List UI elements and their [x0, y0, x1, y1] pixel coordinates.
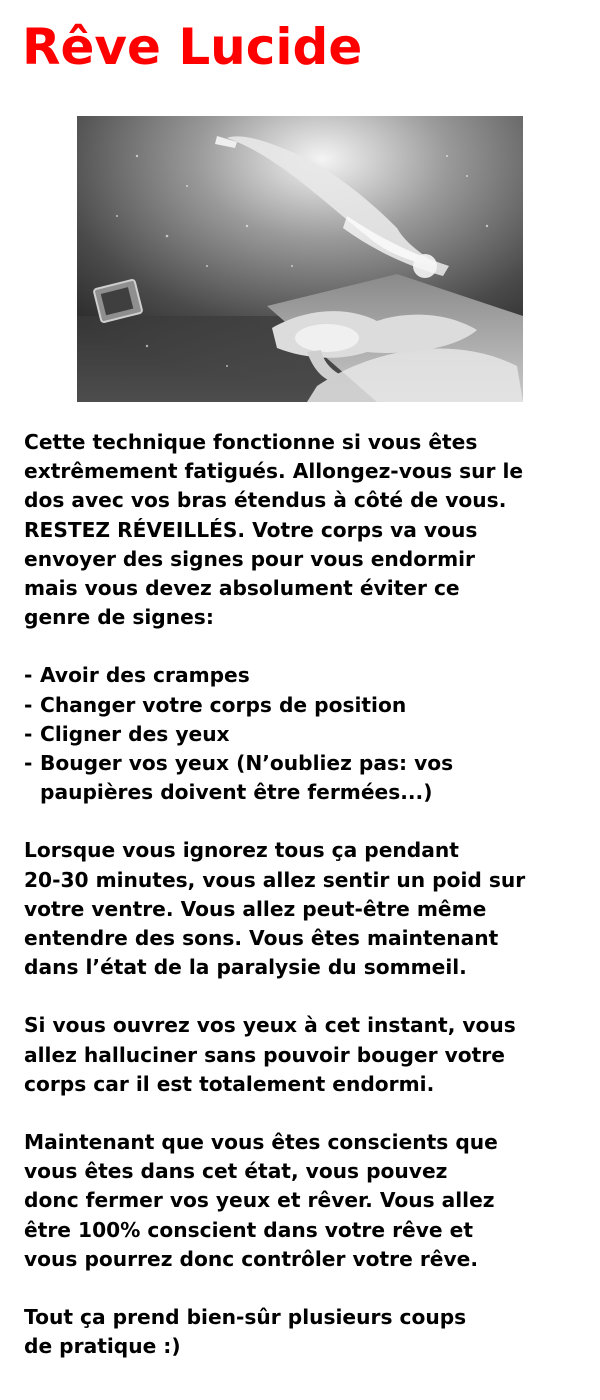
text-line: vous êtes dans cet état, vous pouvez: [24, 1159, 448, 1184]
signs-list: [24, 661, 596, 807]
text-line: allez halluciner sans pouvoir bouger votre: [24, 1042, 505, 1067]
text-line: être 100% conscient dans votre rêve et: [24, 1217, 473, 1242]
text-line: Tout ça prend bien-sûr plusieurs coups: [24, 1305, 467, 1330]
list-item: [24, 720, 596, 749]
paragraph-practice: [24, 1303, 596, 1361]
list-item: [24, 749, 596, 807]
text-line: Lorsque vous ignorez tous ça pendant: [24, 838, 459, 863]
text-line: envoyer des signes pour vous endormir: [24, 546, 475, 571]
text-line: Maintenant que vous êtes conscients que: [24, 1130, 498, 1155]
list-item-text: Bouger vos yeux (N’oubliez pas: vos: [40, 751, 454, 776]
list-item-text: Changer votre corps de position: [40, 692, 407, 717]
text-line: donc fermer vos yeux et rêver. Vous allez: [24, 1188, 495, 1213]
text-line: 20-30 minutes, vous allez sentir un poid sur: [24, 867, 526, 892]
paragraph-conscious: [24, 1128, 596, 1274]
paragraph-hallucinate: [24, 1011, 596, 1099]
list-dash: -: [24, 721, 33, 746]
text-line: de pratique :): [24, 1334, 181, 1359]
text-line: genre de signes:: [24, 605, 214, 630]
text-line: mais vous devez absolument éviter ce: [24, 576, 460, 601]
list-item: [24, 691, 596, 720]
list-item-text: Cligner des yeux: [40, 721, 230, 746]
text-line: Cette technique fonctionne si vous êtes: [24, 430, 478, 454]
paragraph-paralysis: [24, 836, 596, 982]
list-dash: -: [24, 692, 33, 717]
article-body: [24, 428, 596, 1390]
text-line: RESTEZ RÉVEILLÉS. Votre corps va vous: [24, 517, 478, 542]
list-item-text: paupières doivent être fermées...): [40, 780, 433, 805]
list-item: [24, 661, 596, 690]
text-line: Si vous ouvrez vos yeux à cet instant, vous: [24, 1013, 516, 1038]
list-item-text: Avoir des crampes: [40, 663, 250, 688]
paragraph-intro: [24, 428, 596, 632]
text-line: dans l’état de la paralysie du sommeil.: [24, 955, 467, 980]
dream-photo-image: [77, 116, 523, 402]
text-line: entendre des sons. Vous êtes maintenant: [24, 926, 499, 951]
list-dash: -: [24, 751, 33, 776]
text-line: votre ventre. Vous allez peut-être même: [24, 896, 487, 921]
list-dash: -: [24, 663, 33, 688]
text-line: extrêmement fatigués. Allongez-vous sur le: [24, 459, 524, 484]
text-line: vous pourrez donc contrôler votre rêve.: [24, 1246, 479, 1271]
page-title: Rêve Lucide: [22, 18, 363, 76]
text-line: corps car il est totalement endormi.: [24, 1071, 435, 1096]
text-line: dos avec vos bras étendus à côté de vous.: [24, 488, 507, 513]
